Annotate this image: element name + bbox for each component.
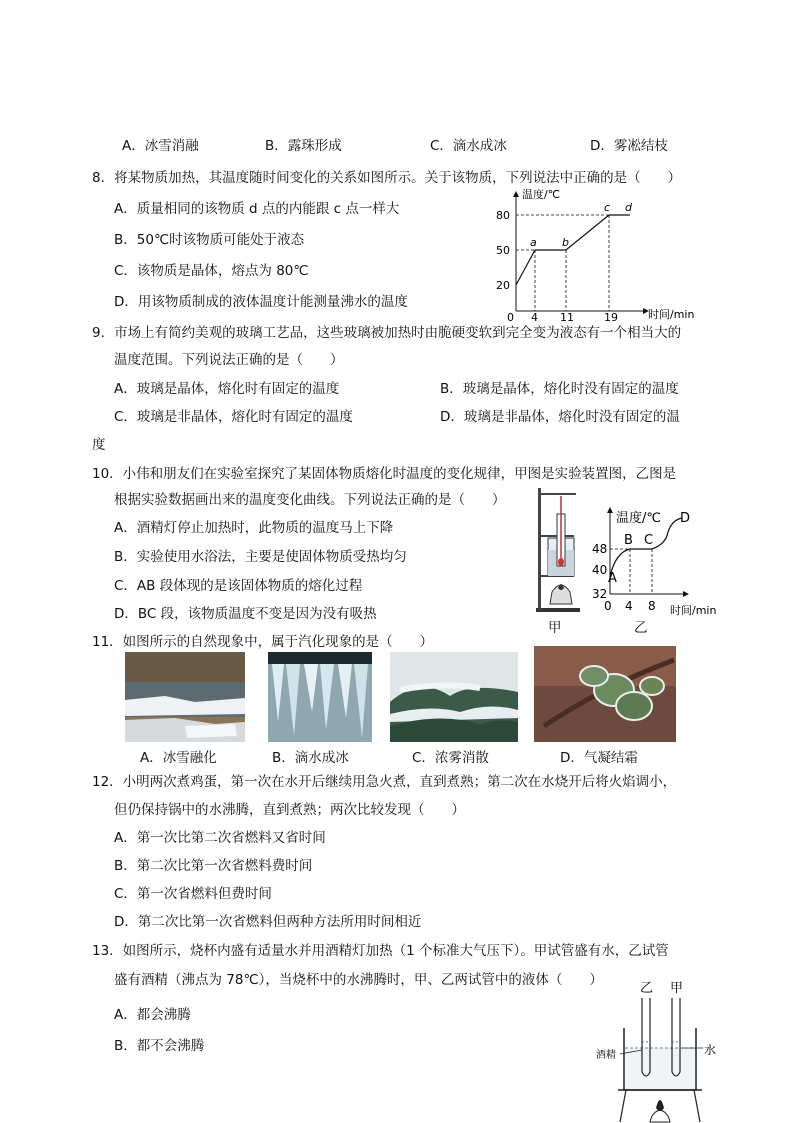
q10-point-a: A: [608, 571, 617, 586]
q8-ytick-50: 50: [496, 244, 510, 257]
q11-photo-fog-clearing: [390, 652, 518, 742]
q11-caption-b: B．滴水成冰: [272, 750, 349, 766]
q10-option-b: B．实验使用水浴法，主要是使固体物质受热均匀: [114, 549, 407, 565]
q9-option-c: C．玻璃是非晶体，熔化时有固定的温度: [114, 409, 353, 425]
q13-label-yi: 乙: [640, 981, 654, 996]
q11-stem: 11．如图所示的自然现象中，属于汽化现象的是（ ）: [92, 634, 434, 650]
q10-figure-jia-caption: 甲: [548, 620, 562, 636]
q9-stem-line1: 9．市场上有简约美观的玻璃工艺品，这些玻璃被加热时由脆硬变软到完全变为液态有一个相当大的: [92, 325, 682, 341]
q12-option-c: C．第一次省燃料但费时间: [114, 886, 272, 902]
q10-ytick-40: 40: [592, 563, 608, 577]
q9-option-d-wrap: 度: [92, 437, 106, 453]
q10-xtick-8: 8: [648, 599, 656, 613]
q8-xtick-4: 4: [531, 311, 538, 324]
q10-ytick-48: 48: [592, 542, 608, 556]
q10-point-d: D: [680, 511, 691, 526]
q13-option-a: A．都会沸腾: [114, 1007, 191, 1023]
q8-xtick-11: 11: [560, 311, 574, 324]
q11-caption-a: A．冰雪融化: [140, 750, 217, 766]
q7-option-d: D．雾凇结枝: [590, 138, 668, 154]
q10-xtick-4: 4: [625, 599, 633, 613]
q10-option-a: A．酒精灯停止加热时，此物质的温度马上下降: [114, 520, 394, 536]
q8-option-a: A．质量相同的该物质 d 点的内能跟 c 点一样大: [114, 201, 400, 217]
q10-ytick-32: 32: [592, 587, 608, 601]
q7-option-c: C．滴水成冰: [430, 138, 507, 154]
q8-graph-xlabel: 时间/min: [648, 308, 695, 321]
q8-stem: 8．将某物质加热，其温度随时间变化的关系如图所示。关于该物质，下列说法中正确的是（ ）: [92, 170, 682, 186]
q13-label-water: 水: [704, 1043, 717, 1057]
q8-ytick-80: 80: [496, 209, 510, 222]
q11-photo-icicles: [268, 652, 372, 742]
q13-option-b: B．都不会沸腾: [114, 1038, 205, 1054]
q12-stem-line1: 12．小明两次煮鸡蛋，第一次在水开后继续用急火煮，直到煮熟；第二次在水烧开后将火焰调小，: [92, 774, 677, 790]
q9-option-d: D．玻璃是非晶体，熔化时没有固定的温: [440, 409, 680, 425]
q13-label-alcohol: 酒精: [596, 1050, 616, 1061]
q8-point-b: b: [562, 236, 569, 249]
q12-option-d: D．第二次比第一次省燃料但两种方法所用时间相近: [114, 914, 422, 930]
q8-point-d: d: [625, 201, 632, 214]
q9-stem-line2: 温度范围。下列说法正确的是（ ）: [114, 352, 344, 368]
q7-option-a: A．冰雪消融: [122, 138, 199, 154]
q9-option-a: A．玻璃是晶体，熔化时有固定的温度: [114, 381, 340, 397]
q12-stem-line2: 但仍保持锅中的水沸腾，直到煮熟；两次比较发现（ ）: [114, 802, 465, 818]
q7-option-b: B．露珠形成: [265, 138, 342, 154]
q13-beaker-figure: [590, 976, 730, 1123]
q10-figure-yi-caption: 乙: [634, 620, 648, 636]
q12-option-a: A．第一次比第二次省燃料又省时间: [114, 830, 326, 846]
q8-temperature-graph: [488, 186, 708, 322]
q8-xtick-0: 0: [507, 311, 514, 324]
q11-caption-c: C．浓雾消散: [412, 750, 489, 766]
q12-option-b: B．第二次比第一次省燃料费时间: [114, 858, 313, 874]
q8-graph-ylabel: 温度/℃: [522, 188, 561, 201]
q10-graph-ylabel: 温度/℃: [616, 511, 661, 526]
q8-xtick-19: 19: [604, 311, 618, 324]
q10-apparatus-figure: [528, 484, 598, 614]
q10-point-b: B: [624, 533, 633, 548]
q10-temperature-graph: [592, 506, 726, 620]
q10-graph-xlabel: 时间/min: [670, 604, 717, 617]
q11-photo-snow-melting: [125, 652, 245, 742]
q13-label-jia: 甲: [670, 981, 684, 996]
q8-option-b: B．50℃时该物质可能处于液态: [114, 232, 305, 248]
q11-photo-frost: [534, 646, 676, 742]
q8-option-c: C．该物质是晶体，熔点为 80℃: [114, 263, 309, 279]
q8-option-d: D．用该物质制成的液体温度计能测量沸水的温度: [114, 294, 408, 310]
q13-stem-line2: 盛有酒精（沸点为 78℃），当烧杯中的水沸腾时，甲、乙两试管中的液体（ ）: [114, 972, 603, 988]
q9-option-b: B．玻璃是晶体，熔化时没有固定的温度: [440, 381, 679, 397]
q8-ytick-20: 20: [496, 279, 510, 292]
q8-point-c: c: [604, 201, 611, 214]
q10-xtick-0: 0: [604, 599, 612, 613]
q10-option-d: D．BC 段，该物质温度不变是因为没有吸热: [114, 606, 377, 622]
q10-point-c: C: [644, 533, 654, 548]
q13-stem-line1: 13．如图所示，烧杯内盛有适量水并用酒精灯加热（1 个标准大气压下）。甲试管盛有水，乙试管: [92, 943, 669, 959]
q10-stem-line2: 根据实验数据画出来的温度变化曲线。下列说法正确的是（ ）: [114, 492, 506, 508]
q10-stem-line1: 10．小伟和朋友们在实验室探究了某固体物质熔化时温度的变化规律，甲图是实验装置图，乙图是: [92, 466, 677, 482]
q11-caption-d: D．气凝结霜: [560, 750, 638, 766]
q8-point-a: a: [530, 236, 537, 249]
q10-option-c: C．AB 段体现的是该固体物质的熔化过程: [114, 578, 363, 594]
